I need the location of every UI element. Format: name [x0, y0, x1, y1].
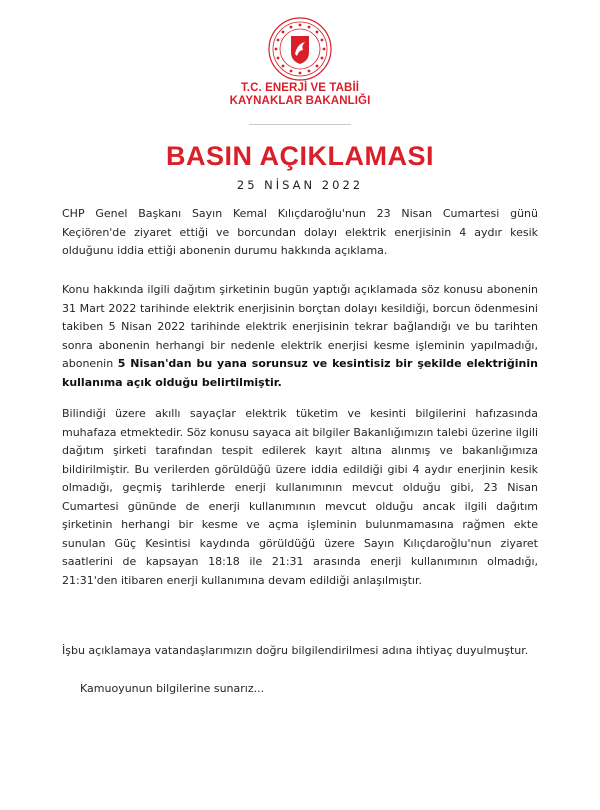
paragraph-distribution-statement [62, 281, 538, 392]
paragraph-intro-text: CHP Genel Başkanı Sayın Kemal Kılıçdaroğlu'nun 23 Nisan Cumartesi günü Keçiören'de ziyaret ettiği ve borcundan dolayı elektrik enerjisinin 4 aydır kesik olduğunu iddia ettiği abonenin durumu hakkında açıklama. [62, 207, 538, 257]
press-date: 25 NİSAN 2022 [236, 178, 364, 192]
paragraph-smart-meter [62, 405, 538, 590]
ministry-name-line1: T.C. ENERJİ VE TABİİ [240, 82, 360, 94]
ministry-name-line2: KAYNAKLAR BAKANLIĞI [229, 95, 371, 107]
paragraph-purpose-text: İşbu açıklamaya vatandaşlarımızın doğru bilgilendirilmesi adına ihtiyaç duyulmuştur. [62, 644, 529, 657]
ministry-name [0, 82, 600, 108]
page-title: BASIN AÇIKLAMASI [166, 141, 434, 171]
paragraph-intro [62, 205, 538, 261]
paragraph-distribution-plain: Konu hakkında ilgili dağıtım şirketinin bugün yaptığı açıklamada söz konusu abonenin 31 Mart 2022 tarihinde elektrik enerjisinin borçtan dolayı kesildiği, borcun ödenmesini takiben 5 Nisan 2022 tarihinde elektrik enerjisinin tekrar bağlandığı ve bu tarihten sonra abonenin herhangi bir nedenle elektrik enerjisi kesme işleminin yapılmadığı, abonenin [62, 283, 538, 370]
closing-line [80, 680, 556, 699]
paragraph-distribution-bold: 5 Nisan'dan bu yana sorunsuz ve kesintisiz bir şekilde elektriğinin kullanıma açık olduğu belirtilmiştir. [62, 357, 538, 389]
paragraph-smart-meter-text: Bilindiği üzere akıllı sayaçlar elektrik tüketim ve kesinti bilgilerini hafızasında muhafaza etmektedir. Söz konusu sayaca ait bilgiler Bakanlığımızın talebi üzerine ilgili dağıtım şirketi tarafından tespit edilerek kayıt altına alınmış ve bakanlığımıza bildirilmiştir. Bu verilerden görüldüğü üzere iddia edildiği gibi 4 aydır enerjinin kesik olmadığı, geçmiş tarihlerde enerji kullanımının mevcut olduğu gibi, 23 Nisan Cumartesi gününde de enerji kullanımının mevcut olduğu ancak ilgili dağıtım şirketinin herhangi bir kesme ve açma işleminin bulunmamasına rağmen ekte sunulan Güç Kesintisi kaydında görüldüğü üzere Sayın Kılıçdaroğlu'nun ziyaret saatlerini de kapsayan 18:18 ile 21:31 arasında enerji kullanımının olmadığı, 21:31'den itibaren enerji kullanımına devam edildiği anlaşılmıştır. [62, 407, 538, 587]
ministry-emblem-icon [267, 16, 333, 82]
paragraph-distribution-text [62, 281, 538, 392]
paragraph-purpose [62, 642, 538, 661]
header-divider [249, 124, 351, 125]
closing-line-text: Kamuoyunun bilgilerine sunarız... [80, 682, 265, 695]
